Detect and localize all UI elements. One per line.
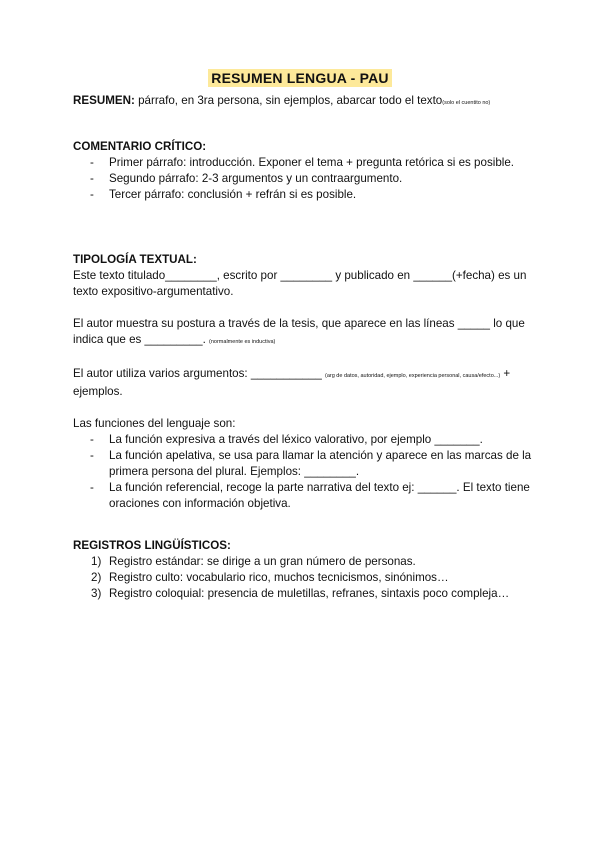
argumentos-text: El autor utiliza varios argumentos: ___________	[73, 367, 325, 380]
list-item	[73, 586, 553, 602]
tipologia-paragraph-2	[73, 316, 533, 350]
resumen-label: RESUMEN:	[73, 94, 135, 107]
funciones-intro: Las funciones del lenguaje son:	[73, 417, 236, 430]
argumentos-end: + ejemplos.	[73, 367, 511, 398]
comentario-section	[73, 139, 543, 203]
list-item-text: Registro coloquial: presencia de muletillas, refranes, sintaxis poco compleja…	[109, 587, 510, 600]
list-item: - Segundo párrafo: 2-3 argumentos y un contraargumento.	[73, 171, 543, 187]
registros-section	[73, 538, 553, 602]
comentario-heading: COMENTARIO CRÍTICO:	[73, 140, 207, 153]
tesis-note: (normalmente es inductiva)	[209, 339, 276, 345]
funciones-list	[73, 432, 533, 512]
list-item-text: Registro estándar: se dirige a un gran número de personas.	[109, 555, 416, 568]
comentario-list	[73, 155, 543, 203]
tipologia-paragraph-3	[73, 366, 533, 400]
list-item: - Tercer párrafo: conclusión + refrán si es posible.	[73, 187, 543, 203]
tipologia-heading: TIPOLOGÍA TEXTUAL:	[73, 253, 197, 266]
list-item	[73, 554, 553, 570]
list-item: - Primer párrafo: introducción. Exponer el tema + pregunta retórica si es posible.	[73, 155, 543, 171]
tesis-text: El autor muestra su postura a través de la tesis, que aparece en las líneas _____ lo que indica que es _________.	[73, 317, 525, 346]
list-item: - La función apelativa, se usa para llamar la atención y aparece en las marcas de la primera persona del plural. Ejemplos: ________.	[73, 448, 533, 480]
resumen-section	[73, 93, 553, 111]
tipologia-paragraph-1: Este texto titulado________, escrito por ________ y publicado en ______(+fecha) es un texto expositivo-argumentativo.	[73, 269, 527, 298]
document-title: RESUMEN LENGUA - PAU	[208, 69, 391, 87]
list-item: - La función referencial, recoge la parte narrativa del texto ej: ______. El texto tiene oraciones con información objetiva.	[73, 480, 533, 512]
list-marker: 2)	[91, 571, 102, 584]
list-item: - La función expresiva a través del léxico valorativo, por ejemplo _______.	[73, 432, 533, 448]
title-container	[0, 70, 600, 88]
list-item-text: Registro culto: vocabulario rico, muchos tecnicismos, sinónimos…	[109, 571, 449, 584]
list-marker: 3)	[91, 587, 102, 600]
list-marker: 1)	[91, 555, 102, 568]
tipologia-section	[73, 252, 533, 512]
resumen-note: (solo el cuentito no)	[442, 100, 491, 106]
registros-heading: REGISTROS LINGÜÍSTICOS:	[73, 539, 231, 552]
argumentos-note: (arg de datos, autoridad, ejemplo, experiencia personal, causa/efecto...)	[325, 373, 501, 379]
registros-list	[73, 554, 553, 602]
resumen-text: párrafo, en 3ra persona, sin ejemplos, abarcar todo el texto	[134, 94, 443, 107]
list-item	[73, 570, 553, 586]
